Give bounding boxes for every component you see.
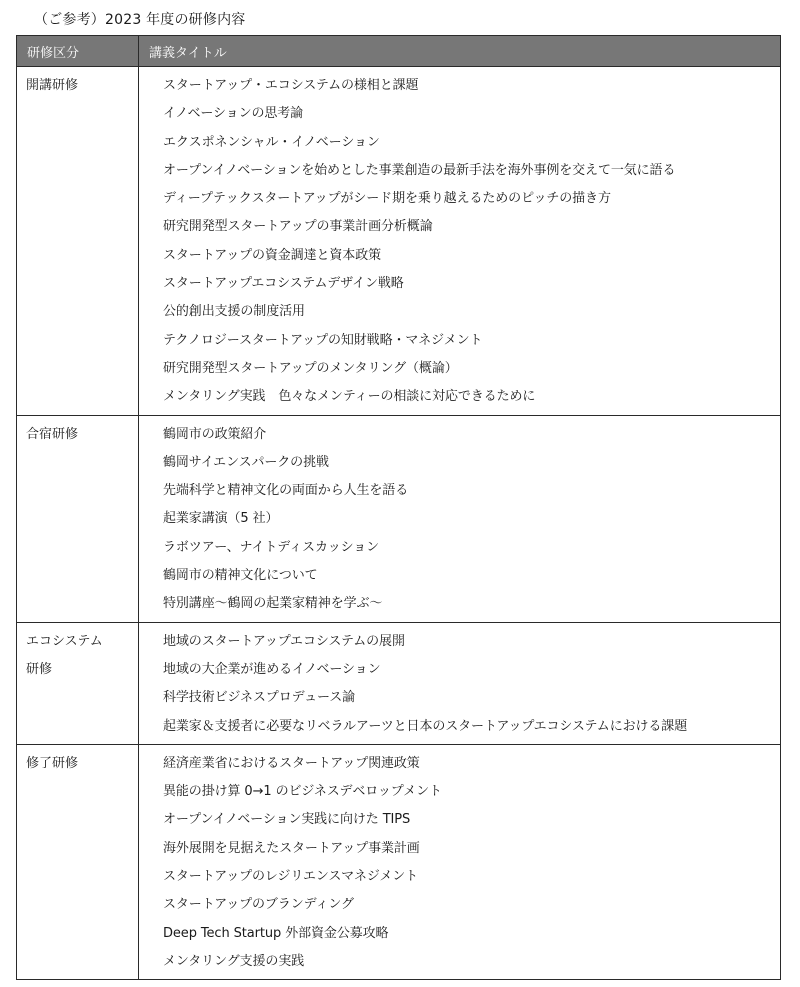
category-label-line: 合宿研修 — [26, 426, 79, 442]
table-row — [17, 744, 781, 979]
category-label-line: 開講研修 — [26, 78, 79, 93]
lecture-title: 科学技術ビジネスプロデュース論 — [163, 690, 356, 706]
category-cell — [17, 415, 139, 622]
lecture-list — [139, 416, 780, 622]
table-body — [17, 67, 781, 980]
lecture-title: 経済産業省におけるスタートアップ関連政策 — [163, 755, 420, 771]
lecture-title: Deep Tech Startup 外部資金公募攻略 — [163, 925, 389, 941]
lecture-title: 鶴岡市の政策紹介 — [163, 426, 267, 442]
lecture-list — [139, 745, 780, 979]
lecture-title: 研究開発型スタートアップのメンタリング（概論） — [163, 360, 458, 376]
lecture-title: エクスポネンシャル・イノベーション — [163, 134, 380, 150]
category-cell — [17, 744, 139, 979]
category-label — [17, 745, 138, 778]
lecture-title: イノベーションの思考論 — [163, 106, 304, 122]
lecture-title: オープンイノベーション実践に向けた TIPS — [163, 812, 411, 828]
lecture-title: 鶴岡市の精神文化について — [163, 568, 318, 584]
lecture-title: スタートアップエコシステムデザイン戦略 — [163, 276, 404, 292]
lecture-list-cell — [139, 744, 781, 979]
lecture-title: スタートアップのブランディング — [163, 897, 354, 913]
lecture-title: スタートアップのレジリエンスマネジメント — [163, 869, 419, 885]
category-cell — [17, 67, 139, 416]
category-label-line: 研修 — [26, 661, 53, 677]
lecture-title: 鶴岡サイエンスパークの挑戦 — [163, 454, 329, 470]
lecture-title: ディープテックスタートアップがシード期を乗り越えるためのピッチの描き方 — [163, 191, 611, 207]
header-title: 講義タイトル — [139, 36, 781, 67]
lecture-list-cell — [139, 415, 781, 622]
training-table — [16, 35, 781, 980]
category-label-line: 修了研修 — [26, 755, 79, 771]
category-label — [17, 623, 138, 684]
category-label — [17, 67, 138, 100]
category-label-line: エコシステム — [26, 633, 103, 649]
lecture-title: ラボツアー、ナイトディスカッション — [163, 539, 380, 555]
lecture-list — [139, 67, 780, 415]
header-category: 研修区分 — [17, 36, 139, 67]
lecture-title: 起業家＆支援者に必要なリベラルアーツと日本のスタートアップエコシステムにおける課題 — [163, 718, 688, 734]
lecture-list-cell — [139, 622, 781, 744]
lecture-title: スタートアップの資金調達と資本政策 — [163, 247, 382, 263]
lecture-title: 地域の大企業が進めるイノベーション — [163, 661, 381, 677]
lecture-title: 研究開発型スタートアップの事業計画分析概論 — [163, 219, 433, 235]
lecture-title: 地域のスタートアップエコシステムの展開 — [163, 633, 405, 649]
lecture-title: メンタリング実践 色々なメンティーの相談に対応できるために — [163, 389, 536, 405]
lecture-title: スタートアップ・エコシステムの様相と課題 — [163, 78, 419, 93]
lecture-title: オープンイノベーションを始めとした事業創造の最新手法を海外事例を交えて一気に語る — [163, 162, 676, 178]
lecture-title: 公的創出支援の制度活用 — [163, 304, 305, 320]
category-cell — [17, 622, 139, 744]
lecture-title: テクノロジースタートアップの知財戦略・マネジメント — [163, 332, 483, 348]
lecture-title: 起業家講演（5 社） — [163, 511, 279, 527]
table-row — [17, 415, 781, 622]
lecture-title: メンタリング支援の実践 — [163, 953, 305, 969]
category-label — [17, 416, 138, 449]
lecture-list-cell — [139, 67, 781, 416]
lecture-list — [139, 623, 780, 744]
lecture-title: 特別講座～鶴岡の起業家精神を学ぶ～ — [163, 596, 383, 612]
lecture-title: 先端科学と精神文化の両面から人生を語る — [163, 483, 409, 499]
table-row — [17, 622, 781, 744]
lecture-title: 海外展開を見据えたスタートアップ事業計画 — [163, 840, 420, 856]
table-row — [17, 67, 781, 416]
lecture-title: 異能の掛け算 0→1 のビジネスデベロップメント — [163, 784, 442, 800]
table-header-row — [17, 36, 781, 67]
table-caption: （ご参考）2023 年度の研修内容 — [34, 12, 246, 28]
